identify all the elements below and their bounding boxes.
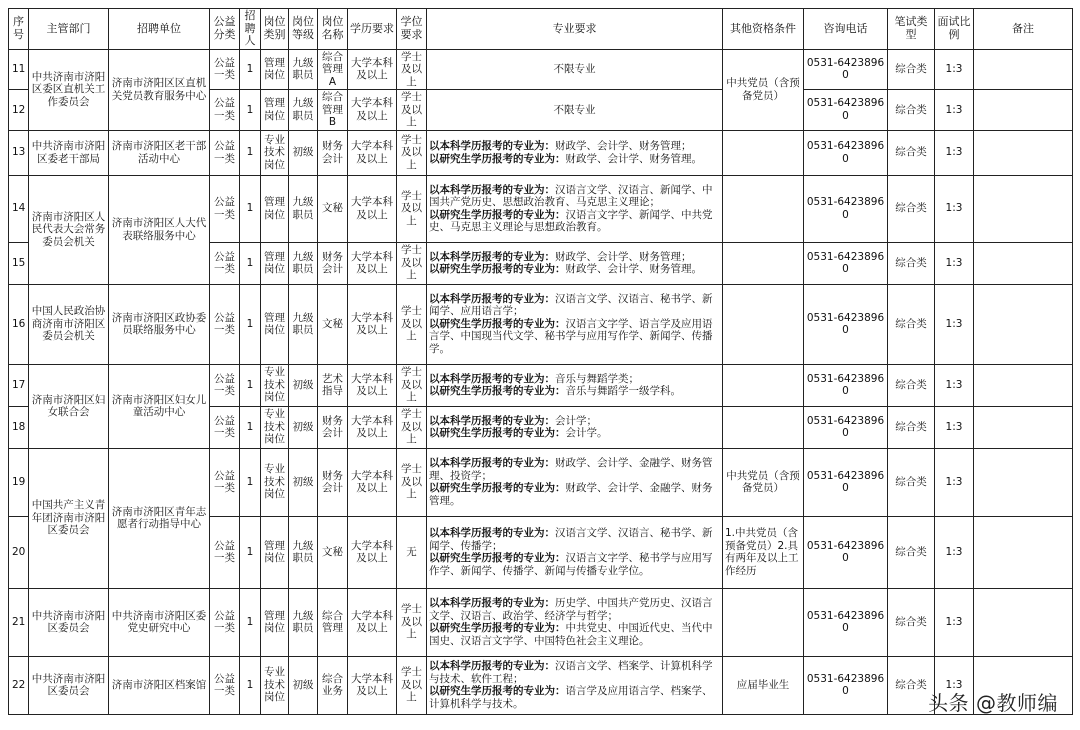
graduate-major-list: 音乐与舞蹈学一级学科。	[565, 385, 681, 397]
exam-type: 综合类	[888, 588, 935, 656]
other-conditions	[723, 406, 804, 448]
graduate-major-list: 语言学及应用语言学、档案学、计算机科学与技术。	[429, 685, 713, 710]
graduate-major-list: 会计学。	[565, 427, 608, 439]
position-name: 综合管理A	[318, 49, 348, 90]
other-conditions: 中共党员（含预备党员）	[723, 448, 804, 516]
hire-count: 1	[240, 448, 261, 516]
col-header-edu: 学历要求	[348, 9, 397, 50]
public-category: 公益一类	[210, 284, 240, 364]
col-header-dept: 主管部门	[29, 9, 109, 50]
exam-type: 综合类	[888, 656, 935, 714]
hiring-unit: 济南市济阳区区直机关党员教育服务中心	[109, 49, 210, 130]
graduate-major-label: 以研究生学历报考的专业为：	[429, 685, 566, 697]
major-req	[427, 656, 723, 714]
supervising-dept: 中国共产主义青年团济南市济阳区委员会	[29, 448, 109, 588]
graduate-major-list: 汉语言文字学、新闻学、中共党史、马克思主义理论与思想政治教育。	[429, 208, 713, 233]
hire-count: 1	[240, 516, 261, 588]
position-name: 综合业务	[318, 656, 348, 714]
table-row	[9, 49, 1073, 90]
bachelor-major-list: 财政学、会计学、财务管理；	[555, 140, 692, 152]
col-header-note: 备注	[974, 9, 1073, 50]
education-req: 大学本科及以上	[348, 175, 397, 242]
row-number: 22	[9, 656, 29, 714]
row-number: 15	[9, 242, 29, 284]
table-row	[9, 175, 1073, 242]
hiring-unit: 济南市济阳区妇女儿童活动中心	[109, 364, 210, 448]
hiring-unit: 济南市济阳区政协委员联络服务中心	[109, 284, 210, 364]
graduate-major-list: 财政学、会计学、财务管理。	[565, 152, 702, 165]
exam-type: 综合类	[888, 130, 935, 175]
hire-count: 1	[240, 175, 261, 242]
row-number: 13	[9, 130, 29, 175]
col-header-num: 招聘人	[240, 9, 261, 50]
supervising-dept: 济南市济阳区人民代表大会常务委员会机关	[29, 175, 109, 284]
row-number: 19	[9, 448, 29, 516]
recruitment-table	[8, 8, 1073, 715]
position-name: 财务会计	[318, 406, 348, 448]
major-req	[427, 242, 723, 284]
table-row	[9, 284, 1073, 364]
hire-count: 1	[240, 588, 261, 656]
major-req	[427, 284, 723, 364]
interview-ratio: 1:3	[935, 175, 974, 242]
education-req: 大学本科及以上	[348, 364, 397, 406]
graduate-major-label: 以研究生学历报考的专业为：	[429, 208, 566, 221]
education-req: 大学本科及以上	[348, 90, 397, 131]
public-category: 公益一类	[210, 90, 240, 131]
position-type: 专业技术岗位	[261, 130, 289, 175]
hiring-unit: 济南市济阳区档案馆	[109, 656, 210, 714]
hiring-unit: 济南市济阳区老干部活动中心	[109, 130, 210, 175]
position-type: 专业技术岗位	[261, 656, 289, 714]
phone: 0531-64238960	[804, 406, 888, 448]
watermark: 头条 @教师编	[928, 691, 1058, 715]
hire-count: 1	[240, 90, 261, 131]
position-type: 专业技术岗位	[261, 448, 289, 516]
col-header-major: 专业要求	[427, 9, 723, 50]
bachelor-major-label: 以本科学历报考的专业为：	[429, 183, 555, 196]
exam-type: 综合类	[888, 90, 935, 131]
education-req: 大学本科及以上	[348, 448, 397, 516]
col-header-other: 其他资格条件	[723, 9, 804, 50]
phone: 0531-64238960	[804, 516, 888, 588]
position-grade: 初级	[289, 448, 318, 516]
position-type: 管理岗位	[261, 588, 289, 656]
interview-ratio: 1:3	[935, 90, 974, 131]
supervising-dept: 中国人民政治协商济南市济阳区委员会机关	[29, 284, 109, 364]
position-grade: 九级职员	[289, 242, 318, 284]
other-conditions	[723, 588, 804, 656]
position-name: 综合管理	[318, 588, 348, 656]
col-header-ptype: 岗位类别	[261, 9, 289, 50]
interview-ratio: 1:3	[935, 364, 974, 406]
phone: 0531-64238960	[804, 284, 888, 364]
position-type: 专业技术岗位	[261, 364, 289, 406]
education-req: 大学本科及以上	[348, 406, 397, 448]
bachelor-major-list: 财政学、会计学、财务管理；	[555, 250, 692, 263]
interview-ratio: 1:3	[935, 656, 974, 714]
public-category: 公益一类	[210, 516, 240, 588]
graduate-major-label: 以研究生学历报考的专业为：	[429, 622, 566, 634]
major-req	[427, 516, 723, 588]
hire-count: 1	[240, 284, 261, 364]
bachelor-major-label: 以本科学历报考的专业为：	[429, 414, 555, 427]
col-header-unit: 招聘单位	[109, 9, 210, 50]
bachelor-major-label: 以本科学历报考的专业为：	[429, 250, 555, 263]
position-type: 管理岗位	[261, 284, 289, 364]
major-req: 不限专业	[427, 49, 723, 90]
note	[974, 364, 1073, 406]
bachelor-major-list: 音乐与舞蹈学类；	[555, 372, 639, 385]
other-conditions: 1.中共党员（含预备党员）2.具有两年及以上工作经历	[723, 516, 804, 588]
col-header-grade: 岗位等级	[289, 9, 318, 50]
exam-type: 综合类	[888, 175, 935, 242]
position-name: 财务会计	[318, 130, 348, 175]
bachelor-major-label: 以本科学历报考的专业为：	[429, 597, 555, 609]
position-name: 综合管理B	[318, 90, 348, 131]
exam-type: 综合类	[888, 284, 935, 364]
phone: 0531-64238960	[804, 656, 888, 714]
note	[974, 448, 1073, 516]
position-grade: 九级职员	[289, 588, 318, 656]
major-req	[427, 448, 723, 516]
education-req: 大学本科及以上	[348, 516, 397, 588]
row-number: 21	[9, 588, 29, 656]
note	[974, 90, 1073, 131]
public-category: 公益一类	[210, 448, 240, 516]
interview-ratio: 1:3	[935, 406, 974, 448]
position-grade: 初级	[289, 130, 318, 175]
row-number: 12	[9, 90, 29, 131]
interview-ratio: 1:3	[935, 448, 974, 516]
graduate-major-list: 财政学、会计学、金融学、财务管理。	[429, 482, 713, 507]
public-category: 公益一类	[210, 49, 240, 90]
note	[974, 516, 1073, 588]
phone: 0531-64238960	[804, 448, 888, 516]
graduate-major-list: 汉语言文字学、语言学及应用语言学、中国现当代文学、秘书学与应用写作学、新闻学、传播学。	[429, 317, 713, 355]
note	[974, 406, 1073, 448]
bachelor-major-label: 以本科学历报考的专业为：	[429, 372, 555, 385]
graduate-major-label: 以研究生学历报考的专业为：	[429, 317, 566, 330]
position-grade: 九级职员	[289, 284, 318, 364]
position-type: 管理岗位	[261, 242, 289, 284]
other-conditions	[723, 130, 804, 175]
education-req: 大学本科及以上	[348, 588, 397, 656]
phone: 0531-64238960	[804, 49, 888, 90]
hiring-unit: 济南市济阳区青年志愿者行动指导中心	[109, 448, 210, 588]
row-number: 18	[9, 406, 29, 448]
note	[974, 242, 1073, 284]
col-header-exam: 笔试类型	[888, 9, 935, 50]
position-grade: 九级职员	[289, 90, 318, 131]
other-conditions: 中共党员（含预备党员）	[723, 49, 804, 130]
position-name: 艺术指导	[318, 364, 348, 406]
phone: 0531-64238960	[804, 588, 888, 656]
graduate-major-list: 财政学、会计学、财务管理。	[565, 263, 702, 275]
other-conditions	[723, 284, 804, 364]
interview-ratio: 1:3	[935, 284, 974, 364]
table-row	[9, 656, 1073, 714]
note	[974, 588, 1073, 656]
bachelor-major-list: 汉语言文学、汉语言、秘书学、新闻学、传播学；	[429, 527, 713, 552]
public-category: 公益一类	[210, 175, 240, 242]
supervising-dept: 中共济南市济阳区委老干部局	[29, 130, 109, 175]
exam-type: 综合类	[888, 242, 935, 284]
degree-req: 无	[397, 516, 427, 588]
degree-req: 学士及以上	[397, 242, 427, 284]
position-name: 文秘	[318, 175, 348, 242]
phone: 0531-64238960	[804, 242, 888, 284]
phone: 0531-64238960	[804, 175, 888, 242]
graduate-major-label: 以研究生学历报考的专业为：	[429, 385, 566, 397]
supervising-dept: 中共济南市济阳区委员会	[29, 656, 109, 714]
other-conditions	[723, 175, 804, 242]
graduate-major-list: 中共党史、中国近代史、当代中国史、汉语言文字学、中国特色社会主义理论。	[429, 622, 713, 647]
degree-req: 学士及以上	[397, 406, 427, 448]
position-grade: 初级	[289, 656, 318, 714]
bachelor-major-list: 财政学、会计学、金融学、财务管理、投资学；	[429, 457, 713, 482]
major-req	[427, 588, 723, 656]
degree-req: 学士及以上	[397, 588, 427, 656]
row-number: 11	[9, 49, 29, 90]
degree-req: 学士及以上	[397, 49, 427, 90]
position-type: 管理岗位	[261, 90, 289, 131]
col-header-no: 序号	[9, 9, 29, 50]
education-req: 大学本科及以上	[348, 49, 397, 90]
phone: 0531-64238960	[804, 130, 888, 175]
position-name: 文秘	[318, 516, 348, 588]
graduate-major-label: 以研究生学历报考的专业为：	[429, 152, 566, 165]
bachelor-major-label: 以本科学历报考的专业为：	[429, 140, 555, 152]
major-req	[427, 130, 723, 175]
table-row	[9, 130, 1073, 175]
public-category: 公益一类	[210, 364, 240, 406]
hire-count: 1	[240, 130, 261, 175]
note	[974, 49, 1073, 90]
degree-req: 学士及以上	[397, 656, 427, 714]
degree-req: 学士及以上	[397, 130, 427, 175]
major-req	[427, 364, 723, 406]
graduate-major-label: 以研究生学历报考的专业为：	[429, 482, 566, 494]
interview-ratio: 1:3	[935, 242, 974, 284]
major-req: 不限专业	[427, 90, 723, 131]
interview-ratio: 1:3	[935, 516, 974, 588]
degree-req: 学士及以上	[397, 175, 427, 242]
hire-count: 1	[240, 49, 261, 90]
education-req: 大学本科及以上	[348, 130, 397, 175]
bachelor-major-list: 汉语言文学、汉语言、新闻学、中国共产党历史、思想政治教育、马克思主义理论；	[429, 183, 713, 208]
other-conditions	[723, 364, 804, 406]
col-header-pname: 岗位名称	[318, 9, 348, 50]
position-name: 文秘	[318, 284, 348, 364]
exam-type: 综合类	[888, 364, 935, 406]
table-row	[9, 448, 1073, 516]
exam-type: 综合类	[888, 516, 935, 588]
graduate-major-label: 以研究生学历报考的专业为：	[429, 263, 566, 275]
bachelor-major-list: 会计学；	[555, 414, 597, 427]
public-category: 公益一类	[210, 242, 240, 284]
bachelor-major-label: 以本科学历报考的专业为：	[429, 457, 555, 469]
interview-ratio: 1:3	[935, 49, 974, 90]
exam-type: 综合类	[888, 406, 935, 448]
degree-req: 学士及以上	[397, 364, 427, 406]
row-number: 14	[9, 175, 29, 242]
col-header-phone: 咨询电话	[804, 9, 888, 50]
note	[974, 284, 1073, 364]
position-type: 管理岗位	[261, 516, 289, 588]
exam-type: 综合类	[888, 49, 935, 90]
position-grade: 初级	[289, 364, 318, 406]
header-row	[9, 9, 1073, 50]
interview-ratio: 1:3	[935, 588, 974, 656]
public-category: 公益一类	[210, 130, 240, 175]
row-number: 20	[9, 516, 29, 588]
position-name: 财务会计	[318, 242, 348, 284]
col-header-degree: 学位要求	[397, 9, 427, 50]
hire-count: 1	[240, 242, 261, 284]
education-req: 大学本科及以上	[348, 242, 397, 284]
degree-req: 学士及以上	[397, 90, 427, 131]
graduate-major-list: 汉语言文字学、秘书学与应用写作学、新闻学、传播学、新闻与传播专业学位。	[429, 552, 713, 577]
other-conditions: 应届毕业生	[723, 656, 804, 714]
position-grade: 九级职员	[289, 175, 318, 242]
exam-type: 综合类	[888, 448, 935, 516]
position-grade: 初级	[289, 406, 318, 448]
hire-count: 1	[240, 364, 261, 406]
position-grade: 九级职员	[289, 49, 318, 90]
note	[974, 175, 1073, 242]
position-name: 财务会计	[318, 448, 348, 516]
education-req: 大学本科及以上	[348, 284, 397, 364]
graduate-major-label: 以研究生学历报考的专业为：	[429, 552, 566, 564]
supervising-dept: 济南市济阳区妇女联合会	[29, 364, 109, 448]
position-grade: 九级职员	[289, 516, 318, 588]
row-number: 16	[9, 284, 29, 364]
col-header-cat: 公益分类	[210, 9, 240, 50]
education-req: 大学本科及以上	[348, 656, 397, 714]
graduate-major-label: 以研究生学历报考的专业为：	[429, 427, 566, 439]
supervising-dept: 中共济南市济阳区委区直机关工作委员会	[29, 49, 109, 130]
degree-req: 学士及以上	[397, 448, 427, 516]
bachelor-major-label: 以本科学历报考的专业为：	[429, 527, 555, 539]
position-type: 管理岗位	[261, 49, 289, 90]
public-category: 公益一类	[210, 588, 240, 656]
table-row	[9, 588, 1073, 656]
hiring-unit: 中共济南市济阳区委党史研究中心	[109, 588, 210, 656]
position-type: 专业技术岗位	[261, 406, 289, 448]
bachelor-major-label: 以本科学历报考的专业为：	[429, 660, 555, 672]
hire-count: 1	[240, 406, 261, 448]
degree-req: 学士及以上	[397, 284, 427, 364]
bachelor-major-list: 历史学、中国共产党历史、汉语言文学、汉语言、政治学、经济学与哲学；	[429, 597, 713, 622]
bachelor-major-label: 以本科学历报考的专业为：	[429, 292, 555, 305]
position-type: 管理岗位	[261, 175, 289, 242]
public-category: 公益一类	[210, 656, 240, 714]
supervising-dept: 中共济南市济阳区委员会	[29, 588, 109, 656]
interview-ratio: 1:3	[935, 130, 974, 175]
bachelor-major-list: 汉语言文学、档案学、计算机科学与技术、软件工程；	[429, 660, 713, 685]
phone: 0531-64238960	[804, 364, 888, 406]
note	[974, 130, 1073, 175]
phone: 0531-64238960	[804, 90, 888, 131]
hiring-unit: 济南市济阳区人大代表联络服务中心	[109, 175, 210, 284]
row-number: 17	[9, 364, 29, 406]
bachelor-major-list: 汉语言文学、汉语言、秘书学、新闻学、应用语言学；	[429, 292, 713, 318]
public-category: 公益一类	[210, 406, 240, 448]
other-conditions	[723, 242, 804, 284]
major-req	[427, 406, 723, 448]
table-row	[9, 364, 1073, 406]
major-req	[427, 175, 723, 242]
hire-count: 1	[240, 656, 261, 714]
col-header-ratio: 面试比例	[935, 9, 974, 50]
